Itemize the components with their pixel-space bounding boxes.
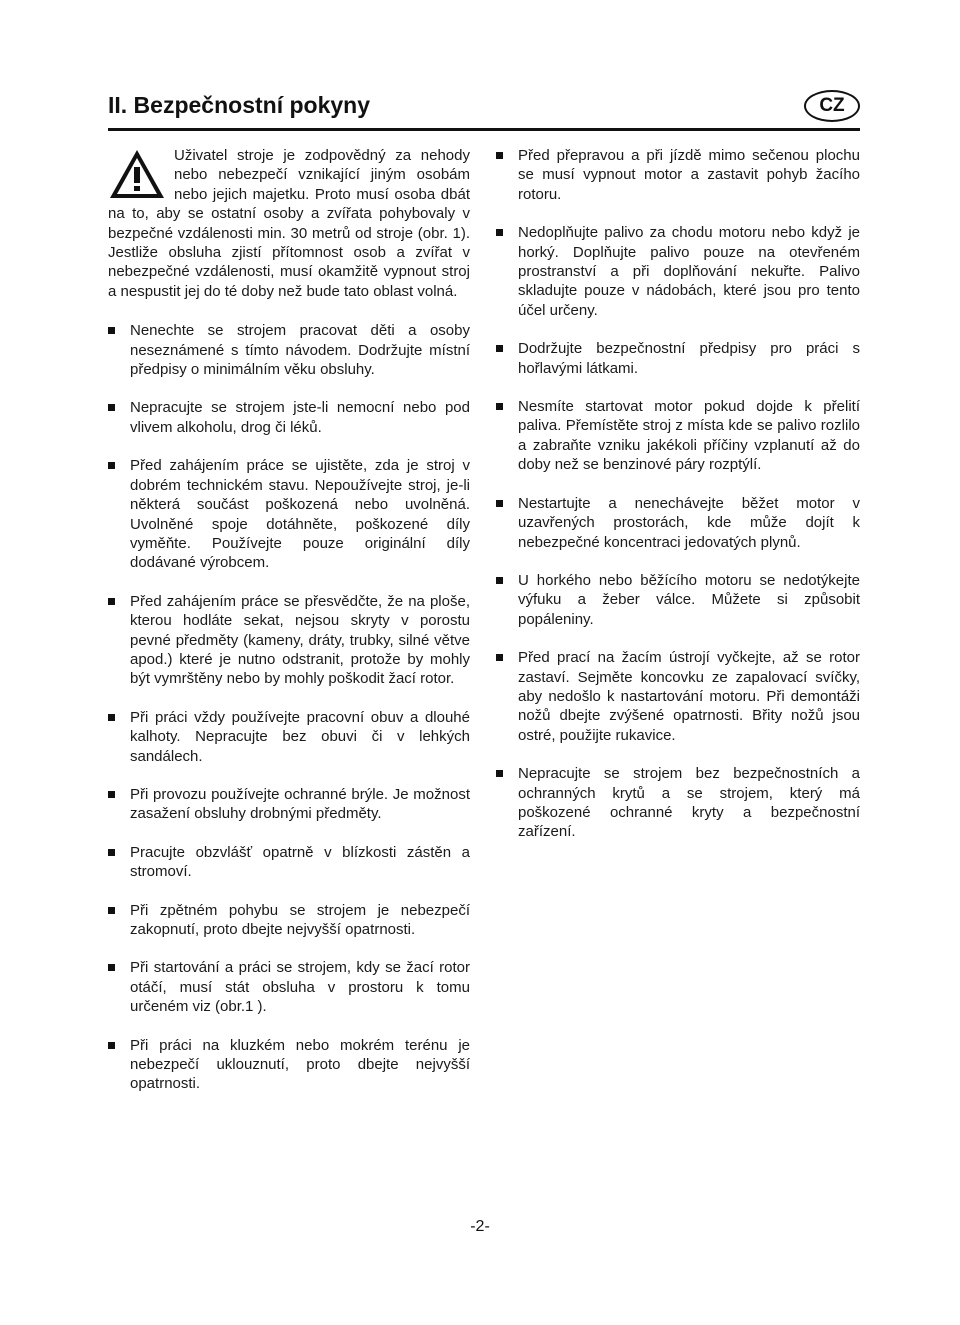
- bullet-text: Při práci na kluzkém nebo mokrém terénu je nebezpečí uklouznutí, proto dbejte nejvyšší opatrnosti.: [130, 1036, 470, 1093]
- bullet-item: [496, 764, 860, 842]
- square-bullet-icon: [108, 849, 115, 856]
- page-title: II. Bezpečnostní pokyny: [108, 92, 370, 118]
- square-bullet-icon: [108, 791, 115, 798]
- bullet-item: [496, 494, 860, 552]
- warning-triangle-icon: [108, 148, 166, 200]
- bullet-item: [496, 146, 860, 204]
- bullet-item: [496, 339, 860, 378]
- square-bullet-icon: [496, 229, 503, 236]
- bullet-item: [108, 456, 470, 572]
- page-number: -2-: [470, 1218, 490, 1235]
- bullet-text: Pracujte obzvlášť opatrně v blízkosti zástěn a stromoví.: [130, 843, 470, 881]
- bullet-text: Při zpětném pohybu se strojem je nebezpečí zakopnutí, proto dbejte nejvyšší opatrnosti.: [130, 901, 470, 938]
- bullet-text: Nesmíte startovat motor pokud dojde k přelití paliva. Přemístěte stroj z místa kde se palivo rozlilo a zabraňte vzniku jakékoli příčiny vzplanutí až do doby než se benzinové páry rozptýlí.: [518, 398, 860, 474]
- square-bullet-icon: [496, 654, 503, 661]
- bullet-text: Při provozu používejte ochranné brýle. Je možnost zasažení obsluhy drobnými předměty.: [130, 785, 470, 823]
- square-bullet-icon: [496, 770, 503, 777]
- left-column: [108, 146, 470, 1113]
- right-bullet-list: [496, 146, 860, 842]
- bullet-text: Nenechte se strojem pracovat děti a osoby neseznámené s tímto návodem. Dodržujte místní předpisy o minimálním věku obsluhy.: [130, 322, 470, 379]
- language-badge: CZ: [804, 90, 860, 122]
- bullet-text: Při práci vždy používejte pracovní obuv a dlouhé kalhoty. Nepracujte bez obuvi či v lehkých sandálech.: [130, 708, 470, 765]
- bullet-item: [108, 398, 470, 437]
- bullet-text: U horkého nebo běžícího motoru se nedotýkejte výfuku a žeber válce. Můžete si způsobit popáleniny.: [518, 571, 860, 628]
- bullet-text: Nepracujte se strojem bez bezpečnostních a ochranných krytů a se strojem, který má poškozené ochranné kryty a bezpečnostní zařízení.: [518, 765, 860, 841]
- square-bullet-icon: [108, 907, 115, 914]
- bullet-text: Nestartujte a nenechávejte běžet motor v uzavřených prostorách, kde může dojít k nebezpečné koncentraci jedovatých plynů.: [518, 494, 860, 551]
- page-header: [108, 84, 860, 128]
- bullet-item: [496, 223, 860, 320]
- bullet-item: [496, 397, 860, 475]
- bullet-text: Nedoplňujte palivo za chodu motoru nebo když je horký. Doplňujte palivo pouze na otevřeném prostranství a při doplňování nekuřte. Palivo skladujte pouze v nádobách, které jsou pro tento účel určeny.: [518, 224, 860, 319]
- bullet-text: Dodržujte bezpečnostní předpisy pro práci s hořlavými látkami.: [518, 340, 860, 377]
- bullet-item: [496, 648, 860, 745]
- bullet-item: [108, 592, 470, 689]
- bullet-text: Nepracujte se strojem jste-li nemocní nebo pod vlivem alkoholu, drog či léků.: [130, 399, 470, 436]
- bullet-text: Před přepravou a při jízdě mimo sečenou plochu se musí vypnout motor a zastavit pohyb žacího rotoru.: [518, 147, 860, 203]
- square-bullet-icon: [108, 714, 115, 721]
- bullet-text: Před prací na žacím ústrojí vyčkejte, až se rotor zastaví. Sejměte koncovku ze zapalovací svíčky, aby nedošlo k nastartování motoru. Při demontáži nožů dbejte zvýšené opatrnosti. Břity nožů jsou ostré, použijte rukavice.: [518, 649, 860, 744]
- left-bullet-list: [108, 321, 470, 1094]
- bullet-item: [108, 958, 470, 1016]
- warning-paragraph: Uživatel stroje je zodpovědný za nehody nebo nebezpečí vznikající jiným osobám nebo jejich majetku. Proto musí osoba dbát na to, aby se ostatní osoby a zvířata pohybovaly v bezpečné vzdálenosti min. 30 metrů od stroje (obr. 1). Jestliže obsluha zjistí přítomnost osob a zvířat v nebezpečné vzdálenosti, musí okamžitě vypnout stroj a nespustit jej do té doby než bude tato oblast volná.: [108, 147, 470, 300]
- bullet-item: [108, 901, 470, 940]
- right-column: [496, 146, 860, 861]
- bullet-text: Při startování a práci se strojem, kdy se žací rotor otáčí, musí stát obsluha v prostoru k tomu určeném viz (obr.1 ).: [130, 959, 470, 1016]
- square-bullet-icon: [496, 403, 503, 410]
- warning-block: [108, 146, 470, 301]
- header-rule: [108, 128, 860, 131]
- square-bullet-icon: [108, 327, 115, 334]
- bullet-item: [496, 571, 860, 629]
- square-bullet-icon: [496, 152, 503, 159]
- bullet-item: [108, 708, 470, 766]
- bullet-item: [108, 321, 470, 379]
- bullet-item: [108, 785, 470, 824]
- bullet-item: [108, 1036, 470, 1094]
- square-bullet-icon: [108, 462, 115, 469]
- bullet-item: [108, 843, 470, 882]
- bullet-text: Před zahájením práce se ujistěte, zda je stroj v dobrém technickém stavu. Nepoužívejte stroj, je-li některá součást poškozená nebo uvolněná. Uvolněné spoje dotáhněte, poškozené díly vyměňte. Používejte pouze originální díly dodávané výrobcem.: [130, 457, 470, 572]
- bullet-text: Před zahájením práce se přesvědčte, že na ploše, kterou hodláte sekat, nejsou skryty v porostu pevné předměty (kameny, dráty, trubky, silné větve apod.) které je nutno odstranit, protože by mohly být vymrštěny nebo by mohly poškodit žací rotor.: [130, 592, 470, 688]
- square-bullet-icon: [108, 404, 115, 411]
- square-bullet-icon: [108, 964, 115, 971]
- square-bullet-icon: [496, 500, 503, 507]
- square-bullet-icon: [496, 577, 503, 584]
- square-bullet-icon: [496, 345, 503, 352]
- square-bullet-icon: [108, 1042, 115, 1049]
- square-bullet-icon: [108, 598, 115, 605]
